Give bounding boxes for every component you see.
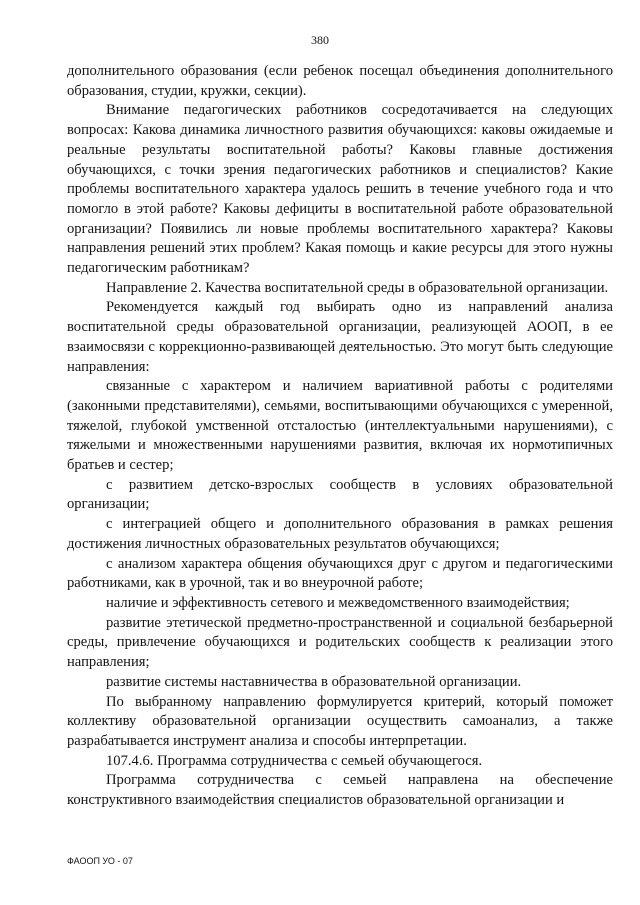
paragraph: развитие этетической предметно-пространственной и социальной безбарьерной среды, привлечение обучающихся и родительских сообществ к реализации этого направления; <box>67 614 613 671</box>
paragraph: Программа сотрудничества с семьей направлена на обеспечение конструктивного взаимодействия специалистов образовательной организации и <box>67 772 613 809</box>
paragraph: Рекомендуется каждый год выбирать одно из направлений анализа воспитательной среды образовательной организации, реализующей АООП, в ее взаимосвязи с коррекционно-развивающей деятельностью. Это могут быть следующие направления: <box>67 299 613 375</box>
paragraph: с анализом характера общения обучающихся друг с другом и педагогическими работниками, как в урочной, так и во внеурочной работе; <box>67 555 613 592</box>
page-number: 380 <box>311 33 329 47</box>
paragraph: с развитием детско-взрослых сообществ в условиях образовательной организации; <box>67 476 613 513</box>
paragraph: дополнительного образования (если ребенок посещал объединения дополнительного образования, студии, кружки, секции). <box>67 63 613 99</box>
paragraph: связанные с характером и наличием вариативной работы с родителями (законными представителями), семьями, воспитывающими обучающихся с умеренной, тяжелой, глубокой умственной отсталостью (интеллектуальными нарушениями), с тяжелыми и множественными нарушениями развития, включая их нормотипичных братьев и сестер; <box>67 378 613 474</box>
document-body <box>67 62 613 811</box>
paragraph: с интеграцией общего и дополнительного образования в рамках решения достижения личностных образовательных результатов обучающихся; <box>67 516 613 552</box>
paragraph: По выбранному направлению формулируется критерий, который поможет коллективу образовательной организации осуществить самоанализ, а также разрабатывается инструмент анализа и способы интерпретации. <box>67 693 613 749</box>
paragraph: Внимание педагогических работников сосредотачивается на следующих вопросах: Какова динамика личностного развития обучающихся: каковы ожидаемые и реальные результаты воспитательной работы? Каковы главные достижения обучающихся, с точки зрения педагогических работников и специалистов? Какие проблемы воспитательного характера удалось решить в течение учебного года и что помогло в этой работе? Каковы дефициты в воспитательной работе образовательной организации? Появились ли новые проблемы воспитательного характера? Каковы направления решений этих проблем? Какая помощь и какие ресурсы для этого нужны педагогическим работникам? <box>67 102 613 277</box>
paragraph: Направление 2. Качества воспитательной среды в образовательной организации. <box>106 279 609 296</box>
paragraph: наличие и эффективность сетевого и межведомственного взаимодействия; <box>106 594 570 611</box>
section-heading: 107.4.6. Программа сотрудничества с семьей обучающегося. <box>106 752 483 769</box>
paragraph: развитие системы наставничества в образовательной организации. <box>106 673 522 690</box>
footer-doc-code: ФАООП УО - 07 <box>67 856 133 866</box>
